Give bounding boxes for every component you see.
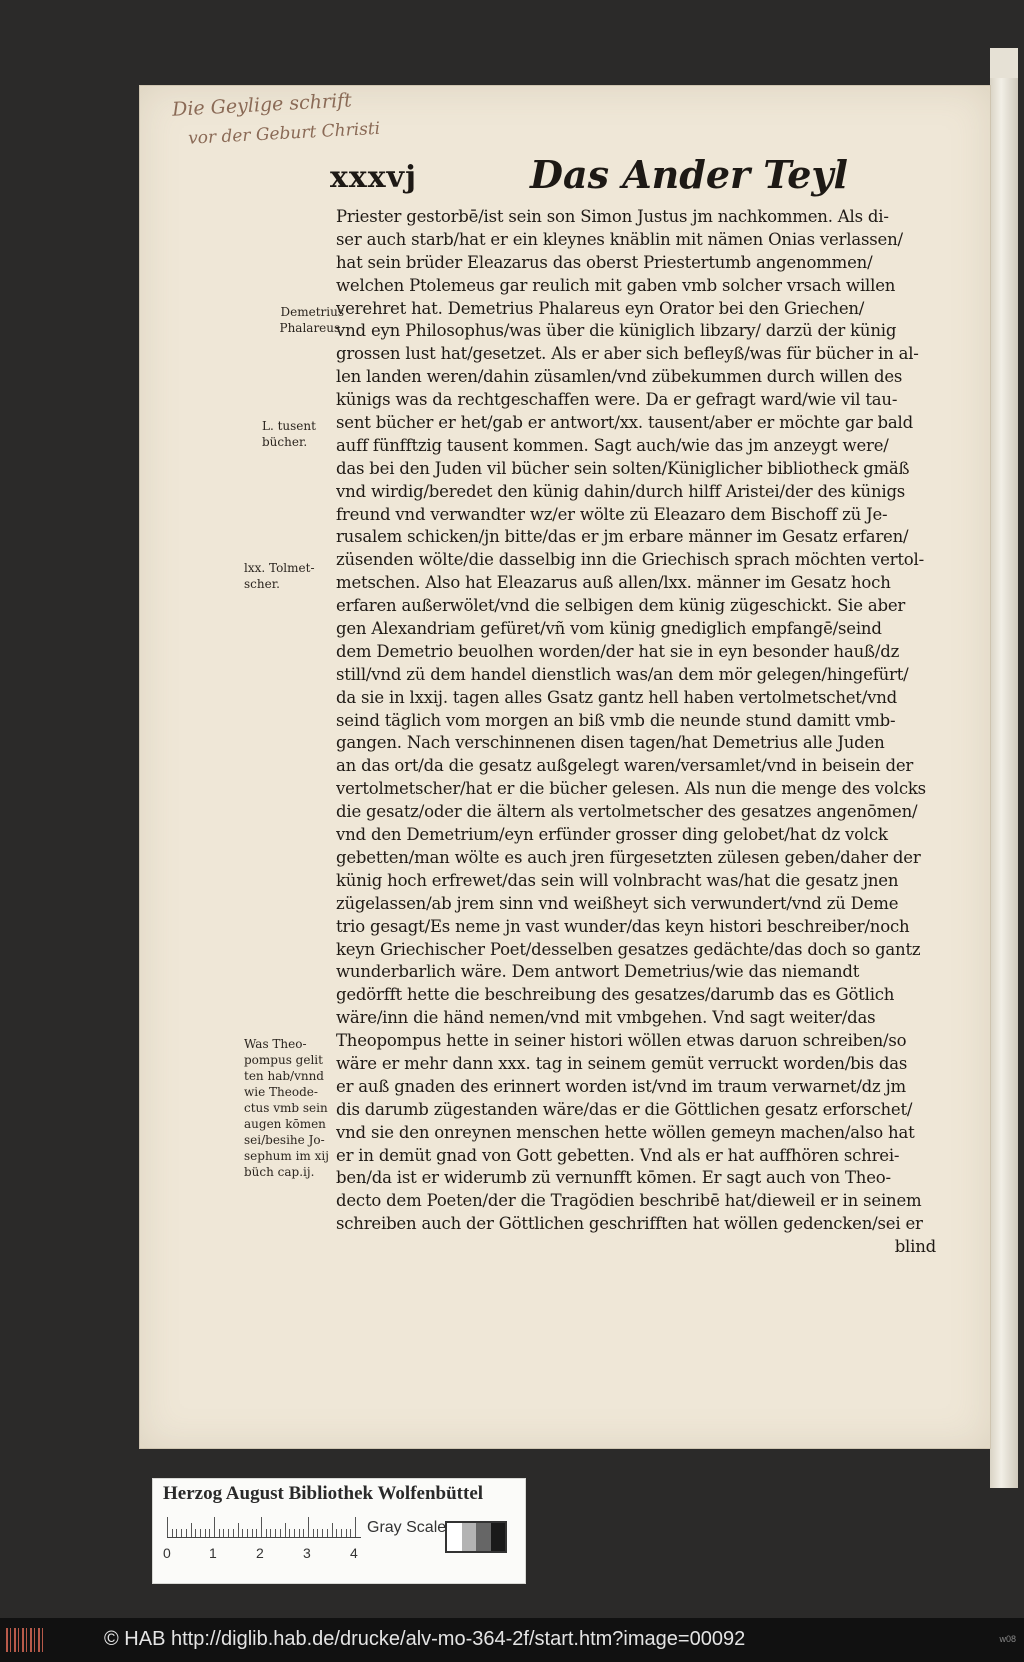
- ruler-tick: [233, 1529, 234, 1537]
- ruler-tick: [219, 1529, 220, 1537]
- text-line: ser auch starb/hat er ein kleynes knäblin mit nämen Onias verlassen/: [336, 229, 903, 249]
- ruler-tick: [289, 1529, 290, 1537]
- ruler-tick: [285, 1523, 286, 1537]
- ruler-tick: [238, 1523, 239, 1537]
- ruler-tick: [205, 1529, 206, 1537]
- gray-swatch: [476, 1523, 491, 1551]
- text-line: sent bücher er het/gab er antwort/xx. tausent/aber er möchte gar bald: [336, 413, 913, 433]
- text-line: er in demüt gnad von Gott gebetten. Vnd als er hat auffhören schrei-: [336, 1145, 900, 1165]
- folio-number: xxxvj: [330, 160, 417, 195]
- ruler-tick: [186, 1529, 187, 1537]
- running-head: Das Ander Teyl: [530, 152, 848, 197]
- ruler-tick: [336, 1529, 337, 1537]
- margin-note-line: lxx. Tolmet-: [244, 561, 315, 575]
- ruler-tick: [270, 1529, 271, 1537]
- text-line: decto dem Poeten/der die Tragödien beschribē hat/dieweil er in seinem: [336, 1191, 922, 1211]
- ruler-tick: [247, 1529, 248, 1537]
- text-line: das bei den Juden vil bücher sein solten/Küniglicher bibliotheck gmäß: [336, 458, 910, 478]
- ruler-tick: [228, 1529, 229, 1537]
- ruler-tick: [303, 1529, 304, 1537]
- margin-note-line: sei/besihe Jo-: [244, 1133, 325, 1147]
- ruler-tick: [242, 1529, 243, 1537]
- margin-note-line: augen kōmen: [244, 1117, 326, 1131]
- margin-note-line: Phalareus.: [279, 321, 344, 335]
- text-line: grossen lust hat/gesetzet. Als er aber sich befleyß/was für bücher in al-: [336, 344, 919, 364]
- ruler-tick: [214, 1517, 215, 1537]
- ruler-tick: [176, 1529, 177, 1537]
- ruler-label: 0: [163, 1545, 171, 1561]
- text-line: da sie in lxxij. tagen alles Gsatz gantz hell haben vertolmetschet/vnd: [336, 687, 898, 707]
- ruler-tick: [223, 1529, 224, 1537]
- margin-note-line: pompus gelit: [244, 1053, 323, 1067]
- barcode-icon: [6, 1628, 44, 1652]
- text-line: trio gesagt/Es neme jn vast wunder/das keyn histori beschreiber/noch: [336, 916, 910, 936]
- ruler-tick: [313, 1529, 314, 1537]
- text-line: vnd eyn Philosophus/was über die küniglich libzary/ darzü der künig: [336, 321, 897, 341]
- text-line: metschen. Also hat Eleazarus auß allen/lxx. männer im Gesatz hoch: [336, 573, 891, 593]
- text-line: len landen weren/dahin züsamlen/vnd zübekummen durch willen des: [336, 367, 903, 387]
- text-line: auff fünfftzig tausent kommen. Sagt auch/wie das jm anzeygt were/: [336, 435, 889, 455]
- margin-note-demetrius: [252, 304, 344, 336]
- text-line: züsenden wölte/die dasselbig inn die Griechisch sprach möchten vertol-: [336, 550, 924, 570]
- text-line: gedörfft hette die beschreibung des gesatzes/darumb das es Götlich: [336, 985, 895, 1005]
- ruler-tick: [252, 1529, 253, 1537]
- gray-scale-swatches: [445, 1521, 507, 1553]
- text-line: seind täglich vom morgen an biß vmb die neunde stund damitt vmb-: [336, 710, 896, 730]
- ruler: [167, 1517, 361, 1538]
- gray-swatch: [491, 1523, 506, 1551]
- gray-scale-label: Gray Scale: [367, 1519, 447, 1536]
- text-line: freund vnd verwandter wz/er wölte zü Eleazaro dem Bischoff zü Je-: [336, 504, 888, 524]
- ruler-tick: [327, 1529, 328, 1537]
- margin-note-line: scher.: [244, 577, 280, 591]
- ruler-tick: [209, 1529, 210, 1537]
- ruler-tick: [167, 1517, 168, 1537]
- footer-bar: [0, 1618, 1024, 1662]
- ruler-label: 1: [209, 1545, 217, 1561]
- margin-note-line: L. tusent: [262, 419, 316, 433]
- library-color-plate: [152, 1478, 526, 1584]
- ruler-tick: [294, 1529, 295, 1537]
- ruler-tick: [332, 1523, 333, 1537]
- ruler-tick: [181, 1529, 182, 1537]
- text-line: erfaren außerwölet/vnd die selbigen dem künig zügeschickt. Sie aber: [336, 596, 906, 616]
- text-line: Priester gestorbē/ist sein son Simon Justus jm nachkommen. Als di-: [336, 207, 889, 226]
- text-line: an das ort/da die gesatz außgelegt waren/versamlet/vnd in beisein der: [336, 756, 914, 776]
- text-line: wäre/inn die händ nemen/vnd mit vmbgehen. Vnd sagt weiter/das: [336, 1008, 876, 1028]
- text-line: gen Alexandriam gefüret/vñ vom künig gnediglich empfangē/seind: [336, 619, 882, 639]
- text-line: dem Demetrio beuolhen worden/der hat sie in eyn besonder hauß/dz: [336, 641, 900, 661]
- ruler-label: 3: [303, 1545, 311, 1561]
- ruler-tick: [200, 1529, 201, 1537]
- ruler-tick: [341, 1529, 342, 1537]
- book-edge: [990, 48, 1018, 1488]
- margin-note-books: [262, 418, 354, 450]
- handwritten-note-line-2: vor der Geburt Christi: [187, 118, 381, 149]
- ruler-tick: [299, 1529, 300, 1537]
- ruler-tick: [317, 1529, 318, 1537]
- footer-code: w08: [999, 1634, 1016, 1644]
- margin-note-line: Demetrius: [280, 305, 344, 319]
- ruler-label: 4: [350, 1545, 358, 1561]
- text-line: vnd den Demetrium/eyn erfünder grosser ding gelobet/hat dz volck: [336, 825, 888, 845]
- text-line: wäre er mehr dann xxx. tag in seinem gemüt verruckt worden/bis das: [336, 1053, 908, 1073]
- text-line: dis darumb zügestanden wäre/das er die Göttlichen gesatz erforschet/: [336, 1099, 913, 1119]
- text-line: hat sein brüder Eleazarus das oberst Priestertumb angenommen/: [336, 252, 873, 272]
- text-line: blind: [894, 1237, 936, 1257]
- ruler-tick: [346, 1529, 347, 1537]
- margin-note-line: ten hab/vnnd: [244, 1069, 324, 1083]
- text-line: vnd wirdig/beredet den künig dahin/durch hilff Aristei/der des künigs: [336, 481, 906, 501]
- ruler-tick: [350, 1529, 351, 1537]
- ruler-tick: [308, 1517, 309, 1537]
- text-line: keyn Griechischer Poet/desselben gesatzes gedächte/das doch so gantz: [336, 939, 921, 959]
- text-line: wunderbarlich wäre. Dem antwort Demetrius/wie das niemandt: [336, 962, 860, 982]
- text-line: vnd sie den onreynen menschen hette wöllen gemeyn machen/also hat: [336, 1122, 915, 1142]
- library-name: Herzog August Bibliothek Wolfenbüttel: [163, 1483, 484, 1504]
- ruler-tick: [275, 1529, 276, 1537]
- margin-note-line: wie Theode-: [244, 1085, 318, 1099]
- text-line: er auß gnaden des erinnert worden ist/vnd im traum verwarnet/dz jm: [336, 1076, 906, 1096]
- ruler-tick: [322, 1529, 323, 1537]
- margin-note-line: ctus vmb sein: [244, 1101, 328, 1115]
- margin-note-line: sephum im xij: [244, 1149, 329, 1163]
- text-line: gebetten/man wölte es auch jren fürgesetzten zülesen geben/daher der: [336, 847, 921, 867]
- book-edge-top: [990, 48, 1018, 78]
- ruler-tick: [195, 1529, 196, 1537]
- margin-note-line: Was Theo-: [244, 1037, 307, 1051]
- gray-swatch: [462, 1523, 477, 1551]
- text-line: Theopompus hette in seiner histori wöllen etwas daruon schreiben/so: [336, 1031, 907, 1051]
- gray-swatch: [447, 1523, 462, 1551]
- margin-note-translators: [244, 560, 336, 592]
- text-line: schreiben auch der Göttlichen geschrifften hat wöllen gedencken/sei er: [336, 1214, 923, 1234]
- text-line: rusalem schicken/jn bitte/das er jm erbare männer im Gesatz erfaren/: [336, 527, 909, 547]
- handwritten-note-line-1: Die Geylige schrift: [171, 89, 353, 121]
- ruler-tick: [261, 1517, 262, 1537]
- margin-note-theopompus: [244, 1036, 334, 1180]
- text-line: vertolmetscher/hat er die bücher gelesen. Als nun die menge des volcks: [336, 779, 926, 799]
- text-line: künig hoch erfrewet/das sein will volnbracht was/hat die gesatz jnen: [336, 870, 899, 890]
- ruler-tick: [355, 1517, 356, 1537]
- text-line: welchen Ptolemeus gar reulich mit gaben vmb solcher vrsach willen: [336, 275, 896, 295]
- text-line: gangen. Nach verschinnenen disen tagen/hat Demetrius alle Juden: [336, 733, 885, 753]
- ruler-tick: [280, 1529, 281, 1537]
- ruler-tick: [191, 1523, 192, 1537]
- body-text: [336, 206, 936, 1259]
- text-line: ben/da ist er widerumb zü vernunfft kōmen. Er sagt auch von Theo-: [336, 1168, 891, 1188]
- margin-note-line: büch cap.ij.: [244, 1165, 315, 1179]
- text-line: still/vnd zü dem handel dienstlich was/an dem mör gelegen/hingefürt/: [336, 664, 909, 684]
- text-line: die gesatz/oder die ältern als vertolmetscher des gesatzes angenōmen/: [336, 802, 918, 822]
- ruler-tick: [256, 1529, 257, 1537]
- ruler-tick: [266, 1529, 267, 1537]
- margin-note-line: bücher.: [262, 435, 308, 449]
- text-line: künigs was da rechtgeschaffen were. Da er gefragt ward/wie vil tau-: [336, 390, 898, 410]
- ruler-tick: [172, 1529, 173, 1537]
- ruler-label: 2: [256, 1545, 264, 1561]
- text-line: zügelassen/ab jrem sinn vnd weißheyt sich verwundert/vnd zü Deme: [336, 893, 899, 913]
- text-line: verehret hat. Demetrius Phalareus eyn Orator bei den Griechen/: [336, 298, 865, 318]
- copyright-url: © HAB http://diglib.hab.de/drucke/alv-mo-364-2f/start.htm?image=00092: [104, 1628, 746, 1650]
